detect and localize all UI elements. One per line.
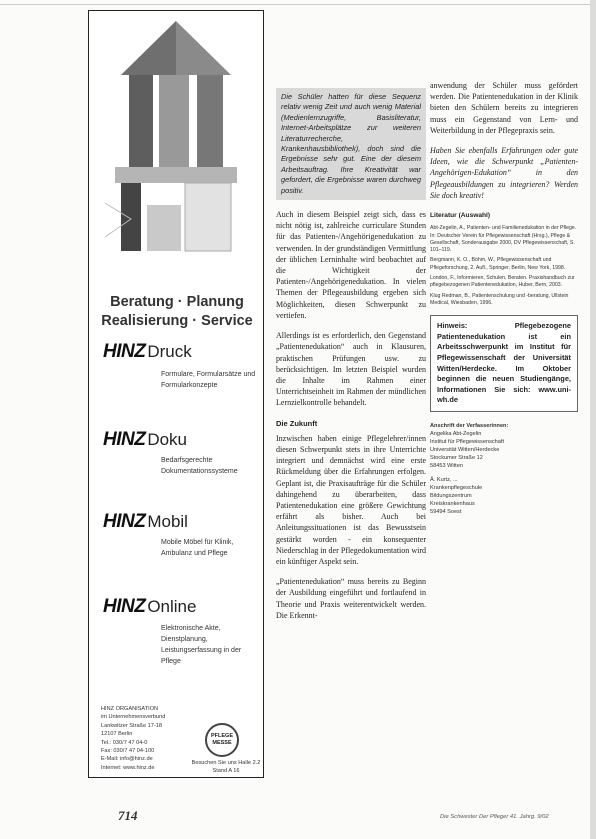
page-edge [590, 0, 596, 839]
wooden-blocks-image [101, 13, 251, 263]
brand-product: Druck [147, 342, 192, 361]
address-line: 12107 Berlin [101, 731, 133, 738]
literature-entry: London, F., Informieren, Schulen, Beraten. Praxishandbuch zur pflegebezogenen Patientenedukation, Huber, Bern, 2003. [430, 275, 575, 289]
author-address [430, 422, 578, 516]
brand-product: Doku [147, 430, 188, 449]
hinz-logo: HINZ [103, 429, 146, 450]
highlight-box: Die Schüler hatten für diese Sequenz relativ wenig Zeit und auch wenig Material (Medienlernzugriffe, Basisliteratur, Internet-Arbeitsplätze zur weiteren Literaturrecherche, Krankenhausbibliothek), doch sind die Ergebnisse sehr gut. Eine der diesem Arbeitsauftrag. Ihre Kreativität war gefordert, die Ergebnisse waren durchweg positiv. [276, 88, 426, 200]
paragraph: Auch in diesem Beispiel zeigt sich, dass es nicht nötig ist, zahlreiche curriculare Stunden für das Patienten-/Angehörigenedukation zu verwenden. In der grundständigen Vermittlung der üblichen Lerninhalte wird beobachtet auf die Wichtigkeit der Patienten-/Angehörigenedukation. In vielen Themen der Pflegeausbildung ergeben sich Möglichkeiten, diesen Schwerpunkt zu vertiefen. [276, 210, 426, 320]
paragraph: „Patientenedukation“ muss bereits zu Beginn der Ausbildung eingeführt und fortlaufend in Theorie und Praxis weiterentwickelt werden. Die Erkennt- [276, 577, 426, 620]
address-line: Tel.: 030/7 47 04-0 [101, 739, 148, 746]
brand-desc: Elektronische Akte, Dienstplanung, Leistungserfassung in der Pflege [161, 625, 242, 665]
brand-doku [103, 429, 187, 451]
paragraph: Inzwischen haben einige Pflegelehrer/innen diesen Schwerpunkt stets in ihre Unterrichte integriert und demnächst wird eine erste Rückmeldung über die Erfahrungen erfolgen. Geplant ist, die Praxisaufträge für die Schüler dahingehend zu überarbeiten, dass Patientenedukation eine größere Gewichtung erfährt als bisher. Auch bei Anleitungssituationen ist das Bewusstsein gestärkt worden - ein konsequenter Niederschlag in der Pflegedokumentation wird ein künftiger Aspekt sein. [276, 433, 426, 566]
literature-entry: Abt-Zegelin, A., Patienten- und Familienedukation in der Pflege. In: Deutscher Verein für Pflegewissenschaft (Hrsg.), Pflege & Gesellschaft, Sonderausgabe 2000, DV Pflegewissenschaft, S. 101–119. [430, 225, 577, 254]
address-line: HINZ ORGANISATION [101, 706, 159, 712]
brand-desc: Formulare, Formularsätze und Formularkonzepte [161, 371, 256, 389]
address-line: Kreiskrankenhaus [430, 500, 475, 507]
paragraph-italic: Haben Sie ebenfalls Erfahrungen oder gute Ideen, wie die Schwerpunkt „Patienten-Angehörigen-Edukation“ in den Pflegeausbildungen zu integrieren? Werden Sie doch kreativ! [430, 146, 578, 200]
hinz-logo: HINZ [103, 596, 146, 617]
brand-mobil [103, 511, 188, 533]
brand-online [103, 596, 196, 618]
hinz-logo: HINZ [103, 511, 146, 532]
address-line: Krankenpflegeschule [430, 484, 483, 491]
page-number: 714 [118, 808, 138, 823]
ad-tagline-2: Realisierung · Service [101, 313, 253, 329]
pflege-messe-seal: PFLEGE MESSE [205, 723, 239, 757]
address-line: Institut für Pflegewissenschaft [430, 438, 504, 445]
brand-desc: Mobile Möbel für Klinik, Ambulanz und Pflege [161, 539, 234, 557]
text-column-1 [276, 88, 426, 630]
brand-desc: Bedarfsgerechte Dokumentationssysteme [161, 457, 238, 475]
literature-entry: Klug Redman, B., Patientenschulung und -beratung, Ullstein Medical, Wiesbaden, 1996. [430, 292, 569, 306]
address-line: Anschrift der Verfasserinnen: [430, 422, 509, 429]
top-rule [0, 4, 596, 5]
page-footer: Die Schwester Der Pfleger 41. Jahrg. 9/02 [440, 814, 549, 820]
address-line: Universität Witten/Herdecke [430, 446, 500, 453]
brand-product: Mobil [147, 512, 188, 531]
address-line: Ä. Kurtz, ... [430, 476, 458, 483]
paragraph: anwendung der Schüler muss gefördert werden. Die Patientenedukation in der Klinik bieten den Schülern bereits zu integrieren muss ein Gegenstand von Lern- und Weiterbildung in der Pflegepraxis sein. [430, 81, 578, 135]
advertisement-box [88, 10, 264, 778]
address-line: E-Mail: info@hinz.de [101, 756, 153, 763]
address-line: Bildungszentrum [430, 492, 472, 499]
brand-product: Online [147, 597, 197, 616]
visit-booth-text: Besuchen Sie uns Halle 2.2 Stand A 16 [191, 760, 261, 774]
info-box: Hinweis: Pflegebezogene Patientenedukation ist ein Arbeitsschwerpunkt im Institut für Pflegewissenschaft der Universität Witten/Herdecke. Im Oktober beginnen die neuen Studiengänge, Informationen Sie sich: www.uni-wh.de [430, 315, 578, 412]
address-line: Stockumer Straße 12 [430, 454, 483, 461]
text-column-2 [430, 80, 578, 516]
address-line: Internet: www.hinz.de [101, 764, 155, 771]
section-heading: Die Zukunft [276, 418, 318, 428]
literature-heading: Literatur (Auswahl) [430, 212, 491, 220]
address-line: Angelika Abt-Zegelin [430, 430, 482, 437]
literature-entry: Bergmann, K. O., Böhm, W., Pflegewissenschaft und Pflegeforschung, 2. Aufl., Springer, Berlin, New York, 1998. [430, 257, 566, 271]
address-line: 59494 Soest [430, 508, 462, 515]
address-line: Fax: 030/7 47 04-100 [101, 748, 155, 755]
paragraph: Allerdings ist es erforderlich, den Gegenstand „Patientenedukation“ auch in Klausuren, praktischen Prüfungen usw. zu berücksichtigen. Im letzten Beispiel wurden die Inhalte im Rahmen einer Unterrichtseinheit im Rahmen der mündlichen Lernzielkontrolle behandelt. [276, 331, 426, 408]
address-line: im Unternehmensverbund [101, 714, 166, 721]
hinz-logo: HINZ [103, 341, 146, 362]
brand-druck [103, 341, 192, 363]
address-line: Lankwitzer Straße 17-18 [101, 722, 162, 729]
ad-tagline-1: Beratung · Planung [110, 294, 244, 310]
ad-address [101, 705, 191, 772]
address-line: 58453 Witten [430, 462, 463, 469]
